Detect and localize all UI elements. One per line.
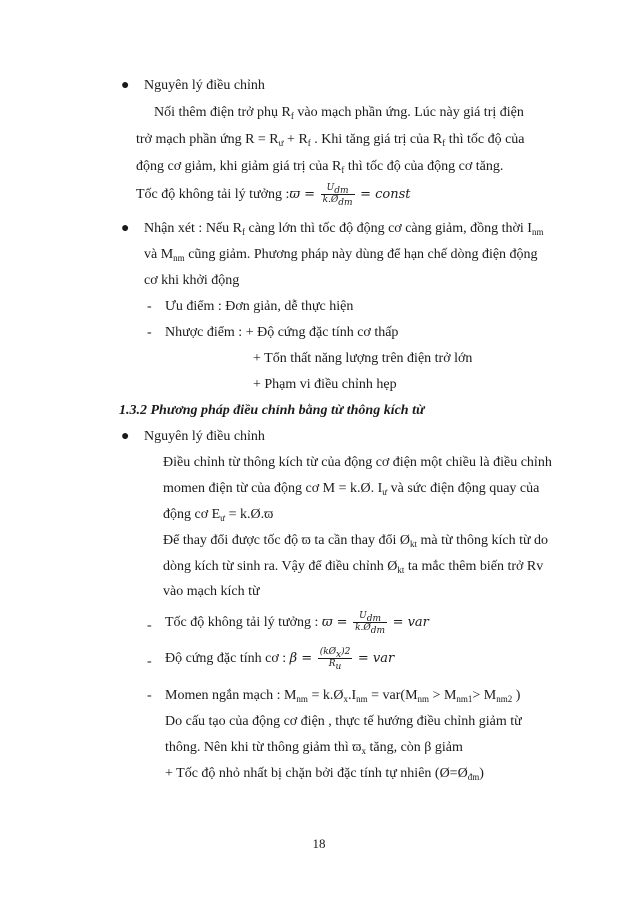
dash-marker: -: [147, 654, 152, 669]
fraction: $\frac{U_{dm}}{k.Ø_{dm}}$: [322, 183, 353, 209]
paragraph-line: dòng kích từ sinh ra. Vậy để điều chỉnh $Ø_{kt}$ ta mắc thêm biến trở Rv: [163, 559, 544, 575]
bullet-heading: Nguyên lý điều chỉnh: [144, 78, 265, 93]
formula-line: Tốc độ không tải lý tưởng :ϖ = $\frac{U_{dm}}{k.Ø_{dm}}$ = const: [136, 183, 411, 209]
page-number: 18: [312, 836, 326, 851]
paragraph-line: Nối thêm điện trở phụ $R_f$ vào mạch phần ứng. Lúc này giá trị điện: [154, 105, 524, 121]
paragraph-line: Momen ngắn mạch : $M_{nm}$ = $k.Ø_x.I_{nm} = var(M_{nm} > M_{nm1}> M_{nm2}$ ): [165, 688, 521, 704]
list-item: Nhược điểm : + Độ cứng đặc tính cơ thấp: [165, 325, 399, 340]
list-item: + Tổn thất năng lượng trên điện trở lớn: [253, 351, 473, 366]
paragraph-line: + Tốc độ nhỏ nhất bị chặn bởi đặc tính tự nhiên $(Ø=Ø_{đm})$: [165, 766, 484, 782]
dash-marker: -: [147, 325, 152, 340]
paragraph-line: động cơ giảm, khi giảm giá trị của $R_f$ thì tốc độ của động cơ tăng.: [136, 159, 504, 175]
section-heading: 1.3.2 Phương pháp điều chỉnh bằng từ thông kích từ: [119, 403, 425, 418]
paragraph-line: Do cấu tạo của động cơ điện , thực tế hướng điều chỉnh giảm từ: [165, 714, 522, 729]
fraction: $\frac{U_{dm}}{k.Ø_{dm}}$: [355, 611, 386, 637]
list-item: Ưu điểm : Đơn giản, dễ thực hiện: [165, 299, 354, 314]
formula-line: Độ cứng đặc tính cơ : β = $\frac{(kØ_x)2}{R_u}$ = var: [165, 647, 395, 673]
paragraph-line: Điều chỉnh từ thông kích từ của động cơ điện một chiều là điều chỉnh: [163, 455, 552, 470]
dash-marker: -: [147, 618, 152, 633]
list-item: + Phạm vi điều chỉnh hẹp: [253, 377, 397, 392]
bullet-icon: ●: [121, 429, 130, 444]
paragraph-line: và $M_{nm}$ cũng giảm. Phương pháp này dùng để hạn chế dòng điện động: [144, 247, 538, 263]
bullet-icon: ●: [121, 78, 130, 93]
paragraph-line: trở mạch phần ứng $R = R_ư + R_f$ . Khi tăng giá trị của $R_f$ thì tốc độ của: [136, 132, 525, 148]
bullet-heading: Nguyên lý điều chỉnh: [144, 429, 265, 444]
paragraph-line: Để thay đổi được tốc độ ϖ ta cần thay đổi $Ø_{kt}$ mà từ thông kích từ do: [163, 533, 549, 549]
dash-marker: -: [147, 299, 152, 314]
paragraph-line: cơ khi khởi động: [144, 273, 240, 288]
paragraph-line: vào mạch kích từ: [163, 584, 260, 599]
bullet-icon: ●: [121, 221, 130, 236]
paragraph-line: động cơ $E_ư$ = k.Ø.ϖ: [163, 507, 274, 523]
formula-line: Tốc độ không tải lý tưởng : ϖ = $\frac{U_{dm}}{k.Ø_{dm}}$ = var: [165, 611, 429, 637]
paragraph-line: thông. Nên khi từ thông giảm thì $ϖ_x$ tăng, còn β giảm: [165, 740, 463, 756]
paragraph-line: momen điện từ của động cơ M = k.Ø. $I_ư$ và sức điện động quay của: [163, 481, 540, 497]
fraction: $\frac{(kØ_x)2}{R_u}$: [319, 647, 351, 673]
dash-marker: -: [147, 688, 152, 703]
paragraph-line: Nhận xét : Nếu $R_f$ càng lớn thì tốc độ động cơ càng giảm, đồng thời $I_{nm}$: [144, 221, 544, 237]
